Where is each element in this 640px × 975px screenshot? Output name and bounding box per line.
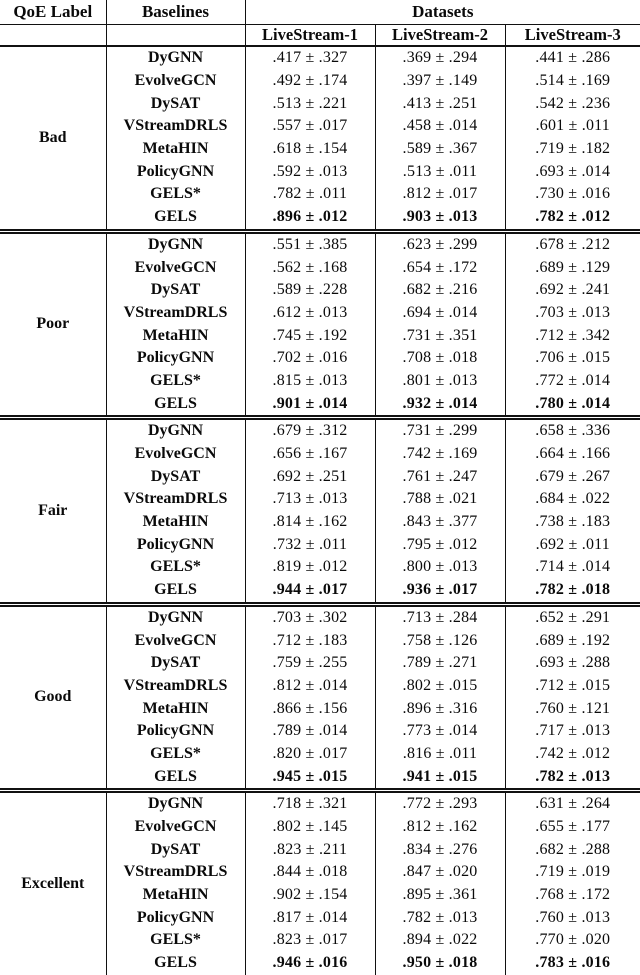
qoe-group-fair: [0, 418, 640, 605]
metric-value: .713 ± .013: [245, 488, 375, 511]
metric-value: .902 ± .154: [245, 884, 375, 907]
metric-value: .788 ± .021: [375, 488, 505, 511]
qoe-label: Fair: [38, 501, 68, 519]
metric-value: .693 ± .014: [505, 160, 640, 183]
table-row: [0, 46, 640, 70]
baseline-name: DyGNN: [106, 46, 245, 70]
metric-value: .732 ± .011: [245, 533, 375, 556]
baseline-name: EvolveGCN: [106, 256, 245, 279]
metric-value: .658 ± .336: [505, 418, 640, 443]
baseline-name: DySAT: [106, 279, 245, 302]
metric-value: .742 ± .012: [505, 743, 640, 766]
metric-value: .717 ± .013: [505, 720, 640, 743]
metric-value: .706 ± .015: [505, 347, 640, 370]
metric-value: .950 ± .018: [375, 952, 505, 975]
metric-value: .814 ± .162: [245, 511, 375, 534]
baseline-name: GELS: [106, 952, 245, 975]
metric-value: .823 ± .017: [245, 929, 375, 952]
baseline-name: PolicyGNN: [106, 906, 245, 929]
metric-value: .557 ± .017: [245, 115, 375, 138]
metric-value: .692 ± .011: [505, 533, 640, 556]
baseline-name: EvolveGCN: [106, 816, 245, 839]
qoe-label: Excellent: [21, 874, 85, 892]
qoe-label: Good: [34, 688, 72, 706]
metric-value: .664 ± .166: [505, 443, 640, 466]
metric-value: .817 ± .014: [245, 906, 375, 929]
metric-value: .782 ± .018: [505, 579, 640, 604]
metric-value: .895 ± .361: [375, 884, 505, 907]
metric-value: .703 ± .013: [505, 302, 640, 325]
metric-value: .772 ± .293: [375, 791, 505, 816]
metric-value: .802 ± .145: [245, 816, 375, 839]
header-livestream-3: LiveStream-3: [505, 25, 640, 47]
metric-value: .773 ± .014: [375, 720, 505, 743]
table-header: [0, 0, 640, 46]
metric-value: .760 ± .013: [505, 906, 640, 929]
metric-value: .847 ± .020: [375, 861, 505, 884]
qoe-group-poor: [0, 231, 640, 418]
metric-value: .896 ± .316: [375, 697, 505, 720]
metric-value: .816 ± .011: [375, 743, 505, 766]
header-qoe-label: QoE Label: [0, 0, 106, 25]
metric-value: .789 ± .014: [245, 720, 375, 743]
table-row: [0, 418, 640, 443]
metric-value: .702 ± .016: [245, 347, 375, 370]
baseline-name: PolicyGNN: [106, 347, 245, 370]
metric-value: .694 ± .014: [375, 302, 505, 325]
baseline-name: MetaHIN: [106, 511, 245, 534]
metric-value: .866 ± .156: [245, 697, 375, 720]
metric-value: .679 ± .267: [505, 465, 640, 488]
metric-value: .618 ± .154: [245, 138, 375, 161]
metric-value: .679 ± .312: [245, 418, 375, 443]
metric-value: .417 ± .327: [245, 46, 375, 70]
metric-value: .731 ± .351: [375, 324, 505, 347]
metric-value: .513 ± .221: [245, 92, 375, 115]
metric-value: .441 ± .286: [505, 46, 640, 70]
metric-value: .782 ± .013: [375, 906, 505, 929]
metric-value: .655 ± .177: [505, 816, 640, 839]
baseline-name: DySAT: [106, 92, 245, 115]
metric-value: .768 ± .172: [505, 884, 640, 907]
metric-value: .712 ± .015: [505, 675, 640, 698]
metric-value: .782 ± .011: [245, 183, 375, 206]
metric-value: .802 ± .015: [375, 675, 505, 698]
metric-value: .656 ± .167: [245, 443, 375, 466]
metric-value: .894 ± .022: [375, 929, 505, 952]
metric-value: .801 ± .013: [375, 370, 505, 393]
metric-value: .712 ± .342: [505, 324, 640, 347]
metric-value: .941 ± .015: [375, 765, 505, 790]
metric-value: .780 ± .014: [505, 392, 640, 417]
metric-value: .612 ± .013: [245, 302, 375, 325]
metric-value: .843 ± .377: [375, 511, 505, 534]
metric-value: .682 ± .216: [375, 279, 505, 302]
metric-value: .458 ± .014: [375, 115, 505, 138]
baseline-name: PolicyGNN: [106, 160, 245, 183]
baseline-name: DyGNN: [106, 231, 245, 256]
baseline-name: DyGNN: [106, 791, 245, 816]
metric-value: .936 ± .017: [375, 579, 505, 604]
metric-value: .812 ± .017: [375, 183, 505, 206]
baseline-name: DyGNN: [106, 418, 245, 443]
metric-value: .551 ± .385: [245, 231, 375, 256]
metric-value: .589 ± .228: [245, 279, 375, 302]
metric-value: .738 ± .183: [505, 511, 640, 534]
metric-value: .718 ± .321: [245, 791, 375, 816]
metric-value: .713 ± .284: [375, 604, 505, 629]
baseline-name: GELS: [106, 579, 245, 604]
metric-value: .745 ± .192: [245, 324, 375, 347]
baseline-name: VStreamDRLS: [106, 302, 245, 325]
metric-value: .901 ± .014: [245, 392, 375, 417]
metric-value: .783 ± .016: [505, 952, 640, 975]
metric-value: .712 ± .183: [245, 629, 375, 652]
metric-value: .592 ± .013: [245, 160, 375, 183]
table-row: [0, 604, 640, 629]
baseline-name: GELS*: [106, 929, 245, 952]
metric-value: .812 ± .014: [245, 675, 375, 698]
metric-value: .631 ± .264: [505, 791, 640, 816]
metric-value: .513 ± .011: [375, 160, 505, 183]
baseline-name: GELS: [106, 206, 245, 231]
metric-value: .708 ± .018: [375, 347, 505, 370]
metric-value: .896 ± .012: [245, 206, 375, 231]
baseline-name: GELS: [106, 392, 245, 417]
metric-value: .714 ± .014: [505, 556, 640, 579]
metric-value: .719 ± .182: [505, 138, 640, 161]
metric-value: .719 ± .019: [505, 861, 640, 884]
metric-value: .369 ± .294: [375, 46, 505, 70]
metric-value: .514 ± .169: [505, 70, 640, 93]
metric-value: .397 ± .149: [375, 70, 505, 93]
baseline-name: VStreamDRLS: [106, 115, 245, 138]
qoe-group-bad: [0, 46, 640, 231]
baseline-name: EvolveGCN: [106, 70, 245, 93]
metric-value: .689 ± .192: [505, 629, 640, 652]
metric-value: .703 ± .302: [245, 604, 375, 629]
metric-value: .413 ± .251: [375, 92, 505, 115]
metric-value: .761 ± .247: [375, 465, 505, 488]
metric-value: .945 ± .015: [245, 765, 375, 790]
metric-value: .689 ± .129: [505, 256, 640, 279]
baseline-name: DyGNN: [106, 604, 245, 629]
metric-value: .819 ± .012: [245, 556, 375, 579]
metric-value: .654 ± .172: [375, 256, 505, 279]
table-row: [0, 231, 640, 256]
baseline-name: PolicyGNN: [106, 720, 245, 743]
metric-value: .758 ± .126: [375, 629, 505, 652]
header-empty-cell: [0, 25, 106, 47]
metric-value: .782 ± .013: [505, 765, 640, 790]
table-row: [0, 791, 640, 816]
metric-value: .782 ± .012: [505, 206, 640, 231]
baseline-name: GELS*: [106, 370, 245, 393]
metric-value: .812 ± .162: [375, 816, 505, 839]
metric-value: .492 ± .174: [245, 70, 375, 93]
header-livestream-2: LiveStream-2: [375, 25, 505, 47]
qoe-group-excellent: [0, 791, 640, 975]
baseline-name: EvolveGCN: [106, 629, 245, 652]
metric-value: .692 ± .241: [505, 279, 640, 302]
baseline-name: MetaHIN: [106, 138, 245, 161]
metric-value: .903 ± .013: [375, 206, 505, 231]
baseline-name: DySAT: [106, 652, 245, 675]
metric-value: .730 ± .016: [505, 183, 640, 206]
baseline-name: PolicyGNN: [106, 533, 245, 556]
baseline-name: GELS*: [106, 743, 245, 766]
metric-value: .815 ± .013: [245, 370, 375, 393]
metric-value: .682 ± .288: [505, 838, 640, 861]
metric-value: .678 ± .212: [505, 231, 640, 256]
baseline-name: VStreamDRLS: [106, 488, 245, 511]
metric-value: .844 ± .018: [245, 861, 375, 884]
metric-value: .652 ± .291: [505, 604, 640, 629]
metric-value: .731 ± .299: [375, 418, 505, 443]
metric-value: .946 ± .016: [245, 952, 375, 975]
metric-value: .693 ± .288: [505, 652, 640, 675]
baseline-name: DySAT: [106, 465, 245, 488]
metric-value: .562 ± .168: [245, 256, 375, 279]
baseline-name: VStreamDRLS: [106, 675, 245, 698]
baseline-name: MetaHIN: [106, 884, 245, 907]
metric-value: .823 ± .211: [245, 838, 375, 861]
baseline-name: EvolveGCN: [106, 443, 245, 466]
header-empty-cell: [106, 25, 245, 47]
metric-value: .684 ± .022: [505, 488, 640, 511]
metric-value: .601 ± .011: [505, 115, 640, 138]
header-datasets: Datasets: [245, 0, 640, 25]
qoe-group-good: [0, 604, 640, 791]
header-row-datasets: [0, 25, 640, 47]
metric-value: .742 ± .169: [375, 443, 505, 466]
metric-value: .772 ± .014: [505, 370, 640, 393]
header-baselines: Baselines: [106, 0, 245, 25]
baseline-name: GELS: [106, 765, 245, 790]
metric-value: .800 ± .013: [375, 556, 505, 579]
metric-value: .834 ± .276: [375, 838, 505, 861]
metric-value: .589 ± .367: [375, 138, 505, 161]
metric-value: .760 ± .121: [505, 697, 640, 720]
baseline-name: GELS*: [106, 183, 245, 206]
header-row-top: [0, 0, 640, 25]
metric-value: .795 ± .012: [375, 533, 505, 556]
baseline-name: GELS*: [106, 556, 245, 579]
baseline-name: VStreamDRLS: [106, 861, 245, 884]
metric-value: .623 ± .299: [375, 231, 505, 256]
qoe-label: Poor: [36, 315, 70, 333]
qoe-label: Bad: [38, 128, 67, 146]
baseline-name: MetaHIN: [106, 324, 245, 347]
metric-value: .770 ± .020: [505, 929, 640, 952]
metric-value: .692 ± .251: [245, 465, 375, 488]
baseline-name: MetaHIN: [106, 697, 245, 720]
metric-value: .789 ± .271: [375, 652, 505, 675]
baseline-name: DySAT: [106, 838, 245, 861]
metric-value: .932 ± .014: [375, 392, 505, 417]
metric-value: .759 ± .255: [245, 652, 375, 675]
metric-value: .542 ± .236: [505, 92, 640, 115]
header-livestream-1: LiveStream-1: [245, 25, 375, 47]
metric-value: .944 ± .017: [245, 579, 375, 604]
metric-value: .820 ± .017: [245, 743, 375, 766]
